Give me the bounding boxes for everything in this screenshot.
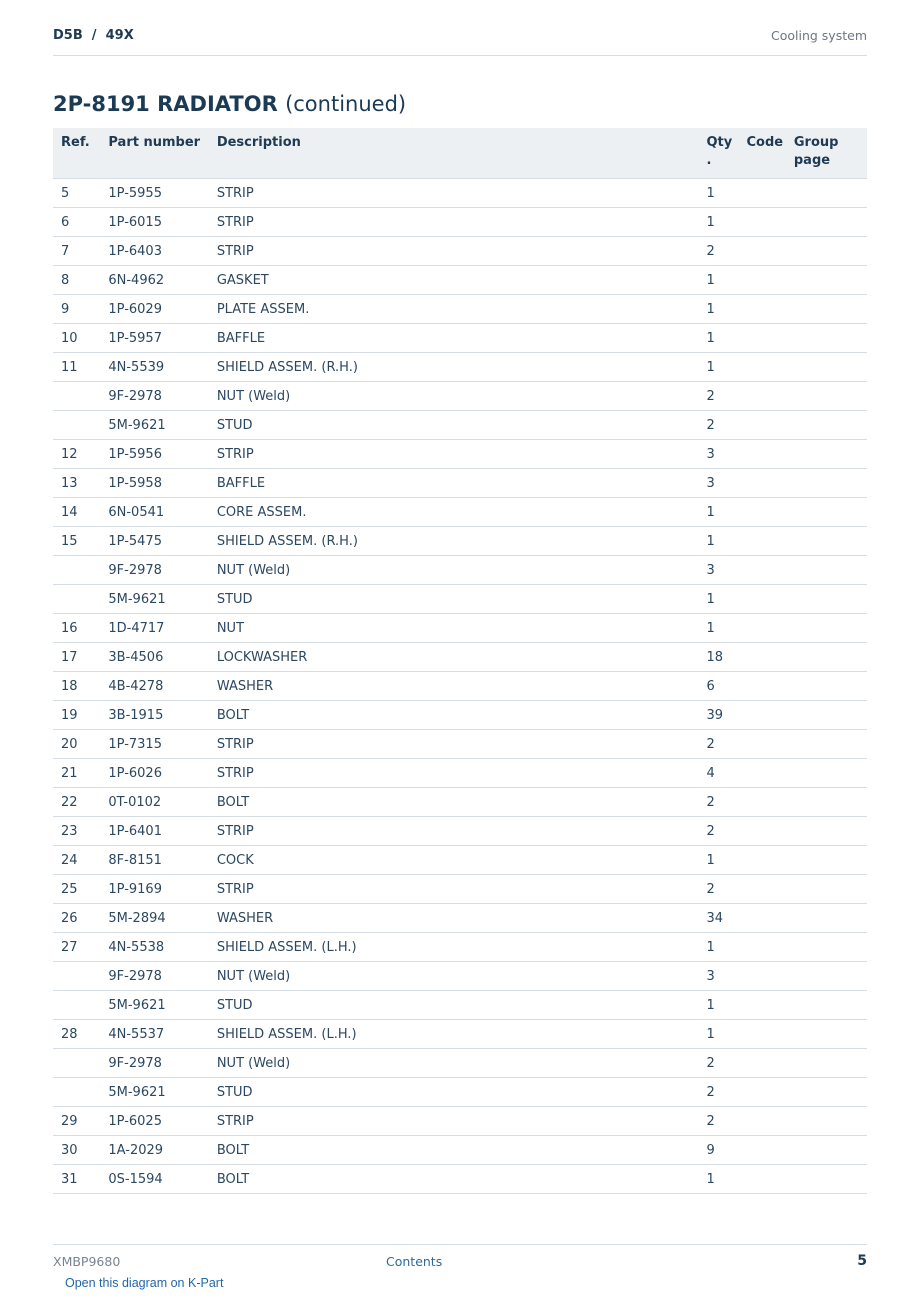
table-row [53,527,867,556]
breadcrumb: D5B / 49X [53,28,134,43]
cell-qty: 1 [698,295,738,324]
col-header-code: Code [738,128,785,179]
cell-part-number: 0S-1594 [100,1165,208,1194]
cell-qty: 1 [698,353,738,382]
cell-qty: 34 [698,904,738,933]
cell-part-number: 1P-5957 [100,324,208,353]
table-row [53,730,867,759]
cell-qty: 1 [698,846,738,875]
cell-part-number: 5M-9621 [100,1078,208,1107]
table-row [53,382,867,411]
cell-description: STUD [209,585,699,614]
cell-code [738,440,785,469]
cell-part-number: 1P-6015 [100,208,208,237]
cell-code [738,324,785,353]
col-header-qty: Qty . [698,128,738,179]
cell-code [738,498,785,527]
cell-qty: 2 [698,411,738,440]
cell-group-page [786,324,867,353]
cell-ref: 9 [53,295,100,324]
document-id: XMBP9680 [53,1254,121,1269]
cell-code [738,295,785,324]
table-row [53,469,867,498]
cell-part-number: 6N-4962 [100,266,208,295]
table-row [53,498,867,527]
cell-description: STRIP [209,179,699,208]
cell-ref: 19 [53,701,100,730]
cell-group-page [786,382,867,411]
cell-code [738,1107,785,1136]
cell-qty: 1 [698,1020,738,1049]
cell-code [738,672,785,701]
table-row [53,556,867,585]
table-row [53,324,867,353]
cell-code [738,353,785,382]
table-row [53,440,867,469]
table-row [53,1136,867,1165]
cell-description: NUT [209,614,699,643]
cell-description: STRIP [209,759,699,788]
cell-ref: 16 [53,614,100,643]
cell-qty: 4 [698,759,738,788]
cell-part-number: 6N-0541 [100,498,208,527]
cell-code [738,1136,785,1165]
cell-description: NUT (Weld) [209,382,699,411]
cell-qty: 2 [698,1078,738,1107]
table-row [53,208,867,237]
table-row [53,1107,867,1136]
title-sub: (continued) [285,92,407,116]
cell-description: NUT (Weld) [209,962,699,991]
cell-code [738,266,785,295]
table-row [53,643,867,672]
cell-code [738,1165,785,1194]
cell-part-number: 1P-5955 [100,179,208,208]
cell-description: SHIELD ASSEM. (R.H.) [209,353,699,382]
section-name: Cooling system [771,28,867,43]
cell-description: WASHER [209,904,699,933]
table-row [53,1020,867,1049]
cell-ref: 18 [53,672,100,701]
col-header-description: Description [209,128,699,179]
col-header-ref: Ref. [53,128,100,179]
cell-qty: 3 [698,556,738,585]
table-row [53,904,867,933]
cell-part-number: 1P-5475 [100,527,208,556]
cell-qty: 1 [698,991,738,1020]
cell-ref [53,1049,100,1078]
cell-code [738,643,785,672]
cell-ref: 17 [53,643,100,672]
cell-qty: 1 [698,585,738,614]
table-row [53,353,867,382]
cell-ref: 5 [53,179,100,208]
cell-part-number: 1P-6026 [100,759,208,788]
cell-description: GASKET [209,266,699,295]
open-kpart-link[interactable]: Open this diagram on K-Part [65,1276,224,1290]
cell-qty: 1 [698,324,738,353]
cell-description: COCK [209,846,699,875]
cell-description: STRIP [209,817,699,846]
cell-qty: 1 [698,498,738,527]
cell-group-page [786,1020,867,1049]
cell-part-number: 5M-9621 [100,585,208,614]
table-row [53,585,867,614]
table-row [53,1078,867,1107]
cell-description: WASHER [209,672,699,701]
cell-group-page [786,1136,867,1165]
cell-description: PLATE ASSEM. [209,295,699,324]
cell-code [738,962,785,991]
cell-group-page [786,469,867,498]
cell-group-page [786,730,867,759]
cell-qty: 2 [698,1107,738,1136]
cell-ref: 14 [53,498,100,527]
contents-link[interactable]: Contents [386,1254,443,1269]
cell-group-page [786,208,867,237]
cell-qty: 2 [698,237,738,266]
cell-code [738,614,785,643]
cell-code [738,208,785,237]
cell-group-page [786,962,867,991]
cell-part-number: 1D-4717 [100,614,208,643]
cell-code [738,759,785,788]
cell-code [738,556,785,585]
cell-part-number: 4N-5539 [100,353,208,382]
cell-ref: 12 [53,440,100,469]
cell-qty: 1 [698,933,738,962]
cell-description: BAFFLE [209,324,699,353]
cell-qty: 2 [698,1049,738,1078]
cell-ref [53,1078,100,1107]
cell-description: STUD [209,411,699,440]
cell-part-number: 5M-2894 [100,904,208,933]
cell-group-page [786,1165,867,1194]
cell-group-page [786,556,867,585]
cell-code [738,788,785,817]
cell-part-number: 9F-2978 [100,962,208,991]
cell-description: STRIP [209,875,699,904]
cell-part-number: 8F-8151 [100,846,208,875]
cell-description: STUD [209,1078,699,1107]
table-row [53,701,867,730]
cell-code [738,585,785,614]
cell-part-number: 4N-5538 [100,933,208,962]
cell-part-number: 3B-1915 [100,701,208,730]
cell-qty: 1 [698,1165,738,1194]
cell-group-page [786,759,867,788]
table-row [53,933,867,962]
cell-group-page [786,1049,867,1078]
cell-part-number: 5M-9621 [100,411,208,440]
cell-code [738,237,785,266]
cell-description: STRIP [209,730,699,759]
cell-ref: 26 [53,904,100,933]
cell-ref: 11 [53,353,100,382]
cell-code [738,875,785,904]
cell-part-number: 5M-9621 [100,991,208,1020]
cell-group-page [786,788,867,817]
cell-description: SHIELD ASSEM. (R.H.) [209,527,699,556]
table-row [53,1049,867,1078]
cell-description: BOLT [209,701,699,730]
cell-ref: 25 [53,875,100,904]
cell-part-number: 1A-2029 [100,1136,208,1165]
cell-qty: 6 [698,672,738,701]
cell-code [738,991,785,1020]
cell-description: STRIP [209,440,699,469]
cell-ref [53,991,100,1020]
cell-qty: 39 [698,701,738,730]
cell-code [738,846,785,875]
cell-part-number: 1P-6029 [100,295,208,324]
cell-part-number: 4B-4278 [100,672,208,701]
cell-group-page [786,353,867,382]
cell-qty: 3 [698,469,738,498]
page-header [53,28,867,56]
cell-group-page [786,527,867,556]
cell-group-page [786,933,867,962]
cell-qty: 1 [698,266,738,295]
cell-description: STRIP [209,208,699,237]
cell-group-page [786,266,867,295]
col-header-part-number: Part number [100,128,208,179]
cell-code [738,933,785,962]
parts-table [53,128,867,1194]
cell-code [738,1049,785,1078]
cell-description: STUD [209,991,699,1020]
table-row [53,846,867,875]
table-row [53,237,867,266]
cell-description: SHIELD ASSEM. (L.H.) [209,933,699,962]
cell-description: CORE ASSEM. [209,498,699,527]
cell-code [738,382,785,411]
table-row [53,179,867,208]
table-row [53,817,867,846]
cell-ref: 10 [53,324,100,353]
cell-part-number: 9F-2978 [100,382,208,411]
cell-ref: 21 [53,759,100,788]
table-row [53,788,867,817]
cell-group-page [786,237,867,266]
cell-description: STRIP [209,1107,699,1136]
page-footer [53,1244,867,1273]
cell-qty: 2 [698,382,738,411]
cell-part-number: 1P-6403 [100,237,208,266]
page-number: 5 [857,1253,867,1269]
cell-part-number: 9F-2978 [100,1049,208,1078]
cell-group-page [786,411,867,440]
cell-ref [53,585,100,614]
cell-ref: 20 [53,730,100,759]
cell-code [738,527,785,556]
cell-description: BOLT [209,1136,699,1165]
cell-qty: 3 [698,440,738,469]
cell-part-number: 1P-5958 [100,469,208,498]
cell-code [738,1078,785,1107]
cell-part-number: 0T-0102 [100,788,208,817]
cell-description: BAFFLE [209,469,699,498]
cell-ref: 31 [53,1165,100,1194]
cell-group-page [786,991,867,1020]
cell-description: BOLT [209,788,699,817]
table-row [53,875,867,904]
cell-part-number: 1P-5956 [100,440,208,469]
cell-part-number: 1P-6401 [100,817,208,846]
cell-ref: 28 [53,1020,100,1049]
cell-description: NUT (Weld) [209,556,699,585]
cell-qty: 1 [698,179,738,208]
table-row [53,759,867,788]
cell-ref: 13 [53,469,100,498]
cell-code [738,1020,785,1049]
cell-part-number: 4N-5537 [100,1020,208,1049]
cell-qty: 2 [698,730,738,759]
table-row [53,991,867,1020]
cell-part-number: 1P-9169 [100,875,208,904]
cell-group-page [786,904,867,933]
table-header-row [53,128,867,179]
cell-ref: 15 [53,527,100,556]
table-row [53,1165,867,1194]
cell-code [738,817,785,846]
col-header-group-page: Group page [786,128,867,179]
title-main: 2P-8191 RADIATOR [53,92,278,116]
cell-qty: 1 [698,614,738,643]
cell-ref [53,556,100,585]
cell-code [738,701,785,730]
cell-qty: 2 [698,875,738,904]
cell-description: SHIELD ASSEM. (L.H.) [209,1020,699,1049]
cell-code [738,411,785,440]
cell-description: STRIP [209,237,699,266]
cell-group-page [786,498,867,527]
cell-description: NUT (Weld) [209,1049,699,1078]
cell-qty: 3 [698,962,738,991]
page-title [53,90,406,118]
cell-part-number: 1P-6025 [100,1107,208,1136]
table-row [53,266,867,295]
cell-part-number: 1P-7315 [100,730,208,759]
cell-group-page [786,672,867,701]
cell-qty: 9 [698,1136,738,1165]
cell-qty: 18 [698,643,738,672]
cell-part-number: 3B-4506 [100,643,208,672]
cell-description: BOLT [209,1165,699,1194]
cell-part-number: 9F-2978 [100,556,208,585]
cell-ref [53,411,100,440]
cell-code [738,179,785,208]
cell-group-page [786,1107,867,1136]
cell-group-page [786,817,867,846]
cell-ref [53,962,100,991]
cell-group-page [786,846,867,875]
cell-ref [53,382,100,411]
cell-qty: 1 [698,527,738,556]
cell-qty: 2 [698,817,738,846]
cell-group-page [786,295,867,324]
cell-qty: 1 [698,208,738,237]
cell-ref: 24 [53,846,100,875]
cell-group-page [786,875,867,904]
table-row [53,672,867,701]
cell-code [738,730,785,759]
cell-group-page [786,179,867,208]
cell-group-page [786,643,867,672]
cell-ref: 8 [53,266,100,295]
cell-qty: 2 [698,788,738,817]
cell-code [738,469,785,498]
cell-description: LOCKWASHER [209,643,699,672]
cell-group-page [786,585,867,614]
cell-ref: 23 [53,817,100,846]
cell-ref: 27 [53,933,100,962]
cell-group-page [786,1078,867,1107]
cell-group-page [786,614,867,643]
table-row [53,962,867,991]
cell-ref: 7 [53,237,100,266]
cell-ref: 30 [53,1136,100,1165]
cell-group-page [786,701,867,730]
cell-ref: 22 [53,788,100,817]
table-row [53,614,867,643]
cell-ref: 6 [53,208,100,237]
cell-group-page [786,440,867,469]
table-row [53,411,867,440]
cell-code [738,904,785,933]
cell-ref: 29 [53,1107,100,1136]
table-row [53,295,867,324]
